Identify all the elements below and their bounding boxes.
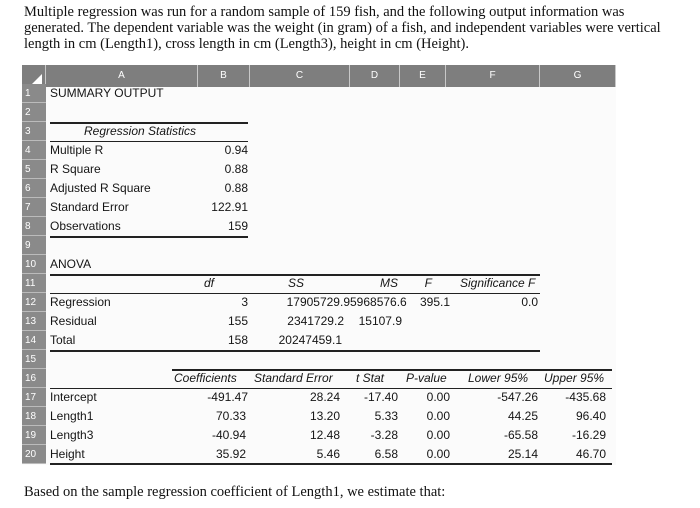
anova-header-ss[interactable]: SS — [288, 276, 305, 290]
corner-triangle-icon — [32, 74, 42, 84]
column-header-d[interactable]: D — [350, 65, 400, 87]
stat-value[interactable]: 122.91 — [211, 200, 248, 214]
anova-ms[interactable]: 15107.9 — [358, 314, 402, 328]
coef-row-label[interactable]: Intercept — [50, 390, 97, 404]
stat-value[interactable]: 0.88 — [224, 181, 248, 195]
row-header-20[interactable]: 20 — [22, 445, 46, 464]
coef-t[interactable]: 6.58 — [374, 447, 398, 461]
column-header-g[interactable]: G — [540, 65, 616, 87]
row-header-11[interactable]: 11 — [22, 274, 46, 293]
row-header-6[interactable]: 6 — [22, 179, 46, 198]
coef-upper[interactable]: 46.70 — [575, 447, 606, 461]
row-header-7[interactable]: 7 — [22, 198, 46, 217]
coef-p[interactable]: 0.00 — [426, 390, 450, 404]
anova-df[interactable]: 155 — [227, 314, 248, 328]
coef-se[interactable]: 28.24 — [309, 390, 340, 404]
coef-upper[interactable]: -435.68 — [565, 390, 606, 404]
summary-output-title[interactable]: SUMMARY OUTPUT — [50, 86, 164, 100]
coef-p[interactable]: 0.00 — [426, 409, 450, 423]
coef-header-p-value[interactable]: P-value — [406, 371, 447, 385]
anova-row-label[interactable]: Residual — [50, 314, 97, 328]
anova-header-df[interactable]: df — [204, 276, 215, 290]
question-intro: Multiple regression was run for a random sample of 159 fish, and the following output information was generated. The dependent variable was the weight (in gram) of a fish, and independent variables were vertical length in cm (Length1), cross length in cm (Length3), height in cm (Height). — [24, 4, 661, 52]
divider — [50, 350, 540, 352]
row-header-8[interactable]: 8 — [22, 217, 46, 236]
coef-header-coefficients[interactable]: Coefficients — [174, 371, 237, 385]
column-header-b[interactable]: B — [198, 65, 250, 87]
row-header-14[interactable]: 14 — [22, 331, 46, 350]
stat-label[interactable]: Observations — [50, 219, 121, 233]
stat-label[interactable]: Standard Error — [50, 200, 129, 214]
row-header-1[interactable]: 1 — [22, 84, 46, 103]
anova-header-f[interactable]: F — [424, 276, 432, 290]
coef-header-upper-95[interactable]: Upper 95% — [544, 371, 605, 385]
spreadsheet — [22, 65, 616, 465]
row-header-4[interactable]: 4 — [22, 141, 46, 160]
coef-header-standard-error[interactable]: Standard Error — [254, 371, 333, 385]
anova-ss[interactable]: 2341729.2 — [287, 314, 344, 328]
stat-value[interactable]: 0.94 — [224, 143, 248, 157]
coef-lower[interactable]: 25.14 — [507, 447, 538, 461]
column-header-c[interactable]: C — [250, 65, 350, 87]
coef-se[interactable]: 13.20 — [309, 409, 340, 423]
anova-ms[interactable]: 5968576.6 — [350, 295, 407, 309]
coef-se[interactable]: 5.46 — [316, 447, 340, 461]
divider — [50, 463, 612, 465]
stat-value[interactable]: 0.88 — [224, 162, 248, 176]
anova-df[interactable]: 158 — [227, 333, 248, 347]
coef-value[interactable]: -491.47 — [207, 390, 248, 404]
anova-ss[interactable]: 17905729.9 — [286, 295, 350, 309]
coef-lower[interactable]: 44.25 — [507, 409, 538, 423]
row-header-2[interactable]: 2 — [22, 103, 46, 122]
stat-label[interactable]: R Square — [50, 162, 101, 176]
anova-row-label[interactable]: Regression — [50, 295, 111, 309]
coef-t[interactable]: -3.28 — [370, 428, 398, 442]
anova-header-ms[interactable]: MS — [380, 276, 398, 290]
coef-lower[interactable]: -547.26 — [497, 390, 538, 404]
row-header-17[interactable]: 17 — [22, 388, 46, 407]
column-header-a[interactable]: A — [46, 65, 198, 87]
row-header-15[interactable]: 15 — [22, 350, 46, 369]
anova-df[interactable]: 3 — [241, 295, 248, 309]
coef-upper[interactable]: 96.40 — [575, 409, 606, 423]
coef-row-label[interactable]: Length3 — [50, 428, 94, 442]
coef-value[interactable]: 35.92 — [215, 447, 246, 461]
coef-upper[interactable]: -16.29 — [571, 428, 606, 442]
stat-label[interactable]: Adjusted R Square — [50, 181, 151, 195]
coef-header-t-stat[interactable]: t Stat — [356, 371, 385, 385]
row-header-16[interactable]: 16 — [22, 369, 46, 388]
row-header-9[interactable]: 9 — [22, 236, 46, 255]
coef-row-label[interactable]: Length1 — [50, 409, 94, 423]
anova-row-label[interactable]: Total — [50, 333, 76, 347]
stat-value[interactable]: 159 — [227, 219, 248, 233]
anova-header-significance-f[interactable]: Significance F — [460, 276, 536, 290]
coef-value[interactable]: -40.94 — [211, 428, 246, 442]
column-header-e[interactable]: E — [400, 65, 446, 87]
column-header-f[interactable]: F — [446, 65, 540, 87]
stat-label[interactable]: Multiple R — [50, 143, 104, 157]
coef-header-lower-95[interactable]: Lower 95% — [468, 371, 529, 385]
coef-t[interactable]: 5.33 — [374, 409, 398, 423]
row-header-19[interactable]: 19 — [22, 426, 46, 445]
coef-value[interactable]: 70.33 — [215, 409, 246, 423]
coef-row-label[interactable]: Height — [50, 447, 85, 461]
anova-f[interactable]: 395.1 — [419, 295, 450, 309]
coef-se[interactable]: 12.48 — [309, 428, 340, 442]
coef-t[interactable]: -17.40 — [363, 390, 398, 404]
question-outro: Based on the sample regression coefficient of Length1, we estimate that: — [24, 484, 446, 500]
row-header-5[interactable]: 5 — [22, 160, 46, 179]
divider — [50, 236, 248, 238]
coef-p[interactable]: 0.00 — [426, 447, 450, 461]
row-header-18[interactable]: 18 — [22, 407, 46, 426]
coef-p[interactable]: 0.00 — [426, 428, 450, 442]
row-header-13[interactable]: 13 — [22, 312, 46, 331]
anova-sig[interactable]: 0.0 — [521, 295, 538, 309]
row-header-10[interactable]: 10 — [22, 255, 46, 274]
row-header-12[interactable]: 12 — [22, 293, 46, 312]
row-header-3[interactable]: 3 — [22, 122, 46, 141]
regression-statistics-title[interactable]: Regression Statistics — [84, 124, 197, 138]
anova-title[interactable]: ANOVA — [50, 257, 92, 271]
coef-lower[interactable]: -65.58 — [503, 428, 538, 442]
anova-ss[interactable]: 20247459.1 — [278, 333, 342, 347]
